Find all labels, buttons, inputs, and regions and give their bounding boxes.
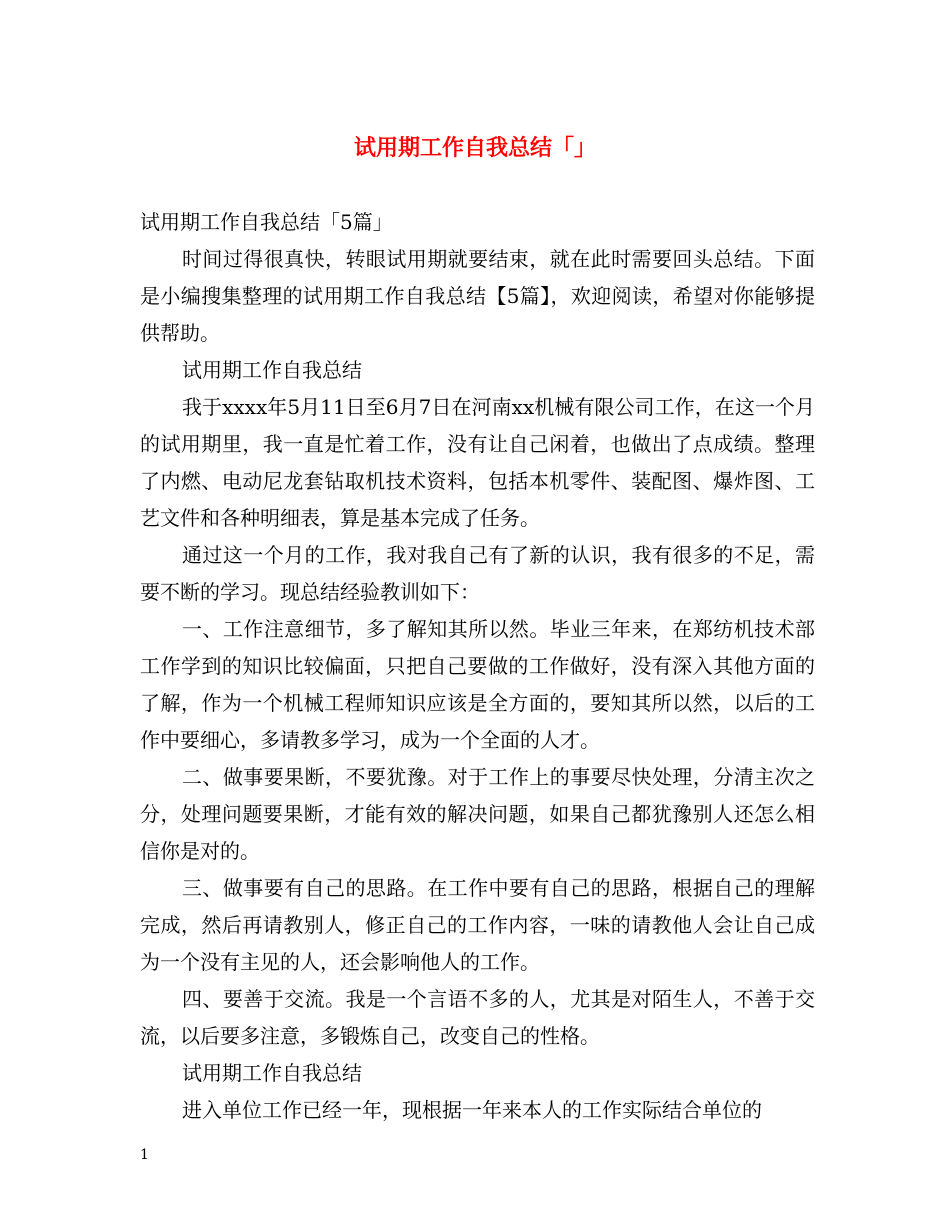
paragraph-point-one: 一、工作注意细节，多了解知其所以然。毕业三年来，在郑纺机技术部工作学到的知识比较偏面，只把自己要做的工作做好，没有深入其他方面的了解，作为一个机械工程师知识应该是全方面的，要知其所以然，以后的工作中要细心，多请教多学习，成为一个全面的人才。 — [140, 617, 815, 752]
paragraph-subheading: 试用期工作自我总结 — [182, 1061, 362, 1085]
paragraph-subheading: 试用期工作自我总结 — [182, 358, 362, 382]
page-number: 1 — [140, 1147, 149, 1163]
paragraph-second-summary: 进入单位工作已经一年，现根据一年来本人的工作实际结合单位的 — [182, 1098, 762, 1122]
document-body — [140, 204, 815, 1129]
paragraph-reflection: 通过这一个月的工作，我对我自己有了新的认识，我有很多的不足，需要不断的学习。现总结经验教训如下： — [140, 543, 815, 604]
paragraph-work-summary: 我于xxxx年5月11日至6月7日在河南xx机械有限公司工作，在这一个月的试用期里，我一直是忙着工作，没有让自己闲着，也做出了点成绩。整理了内燃、电动尼龙套钻取机技术资料，包括本机零件、装配图、爆炸图、工艺文件和各种明细表，算是基本完成了任务。 — [140, 395, 815, 530]
paragraph-point-two: 二、做事要果断，不要犹豫。对于工作上的事要尽快处理，分清主次之分，处理问题要果断，才能有效的解决问题，如果自己都犹豫别人还怎么相信你是对的。 — [140, 765, 815, 863]
document-title: 试用期工作自我总结「」 — [353, 135, 596, 161]
paragraph-point-three: 三、做事要有自己的思路。在工作中要有自己的思路，根据自己的理解完成，然后再请教别人，修正自己的工作内容，一味的请教他人会让自己成为一个没有主见的人，还会影响他人的工作。 — [140, 876, 815, 974]
paragraph-point-four: 四、要善于交流。我是一个言语不多的人，尤其是对陌生人，不善于交流，以后要多注意，多锻炼自己，改变自己的性格。 — [140, 987, 815, 1048]
paragraph-heading-main: 试用期工作自我总结「5篇」 — [140, 210, 393, 234]
paragraph-intro: 时间过得很真快，转眼试用期就要结束，就在此时需要回头总结。下面是小编搜集整理的试用期工作自我总结【5篇】，欢迎阅读，希望对你能够提供帮助。 — [140, 247, 815, 345]
